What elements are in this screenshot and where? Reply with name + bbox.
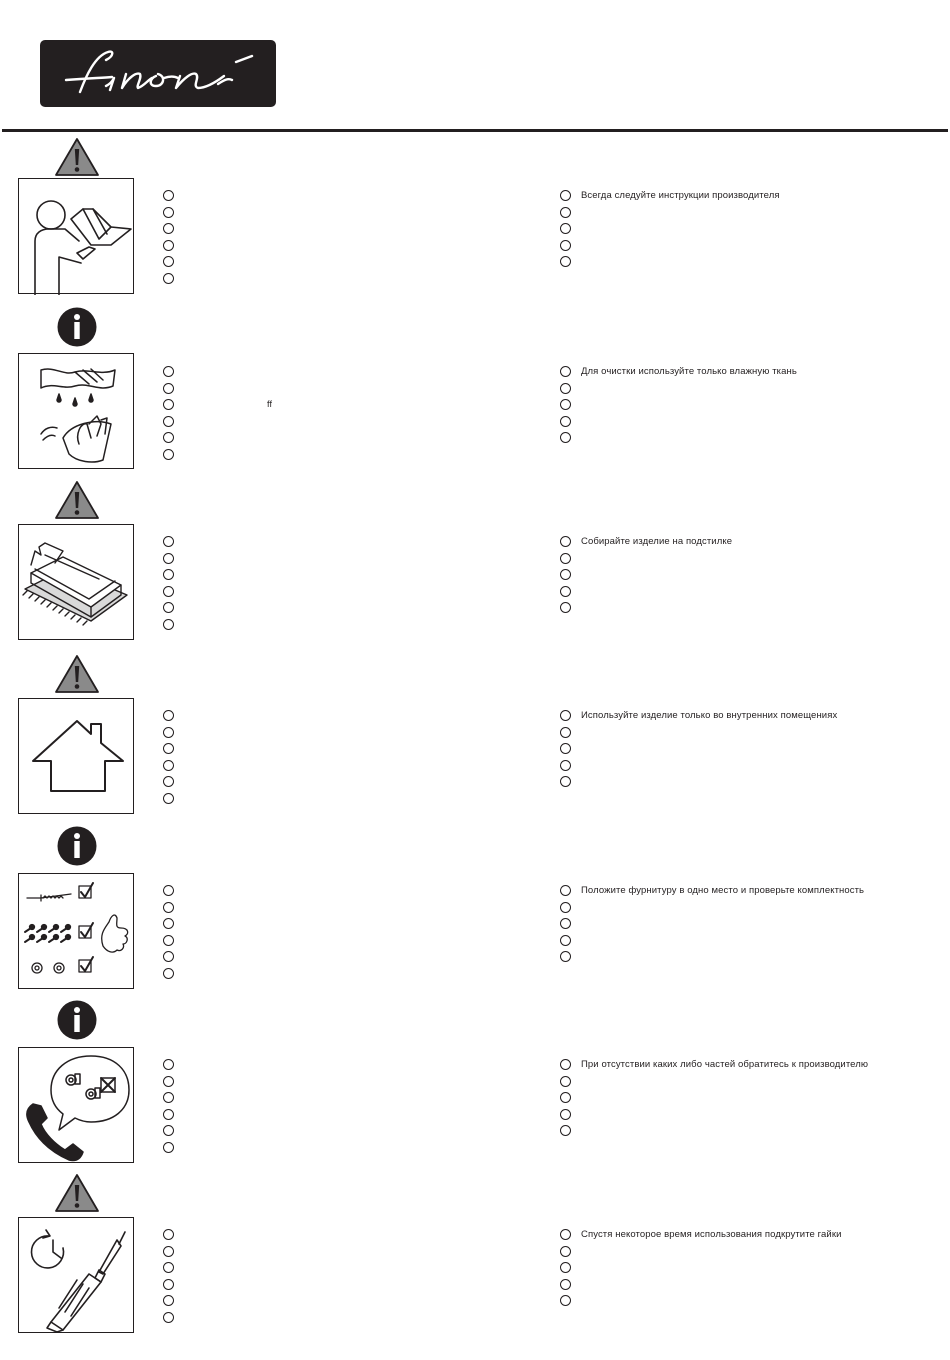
circle-marker: [163, 1279, 174, 1290]
circle-marker: [560, 1092, 571, 1103]
line-text: Всегда следуйте инструкции производителя: [581, 190, 780, 201]
list-line: [163, 1228, 503, 1245]
list-line: [163, 1075, 503, 1092]
warning-icon: [54, 654, 100, 694]
list-line: [163, 1261, 503, 1278]
circle-marker: [163, 951, 174, 962]
tighten-screws-icon: [18, 1217, 134, 1333]
circle-marker: [163, 1059, 174, 1070]
circle-marker: [560, 366, 571, 377]
circle-marker: [560, 885, 571, 896]
list-line: [560, 759, 900, 776]
circle-marker: [560, 399, 571, 410]
list-line: [163, 415, 503, 432]
list-line: [163, 917, 503, 934]
circle-marker: [163, 449, 174, 460]
indoor-house-icon: [18, 698, 134, 814]
circle-marker: [163, 727, 174, 738]
circle-marker: [560, 1246, 571, 1257]
warning-icon: [54, 137, 100, 177]
circle-marker: [163, 553, 174, 564]
list-line: [163, 884, 503, 901]
circle-marker: [163, 902, 174, 913]
list-line: [560, 1245, 900, 1262]
list-line: [560, 726, 900, 743]
list-line: [163, 1245, 503, 1262]
warning-icon: [54, 1173, 100, 1213]
circle-marker: [560, 240, 571, 251]
circle-marker: [163, 1246, 174, 1257]
list-line: [163, 601, 503, 618]
left-column: [163, 1058, 503, 1158]
list-line: [163, 272, 503, 289]
circle-marker: [163, 383, 174, 394]
circle-marker: [560, 553, 571, 564]
list-line: [560, 934, 900, 951]
line-text: Собирайте изделие на подстилке: [581, 536, 733, 547]
circle-marker: [163, 569, 174, 580]
left-column: [163, 535, 503, 635]
circle-marker: [163, 1076, 174, 1087]
list-line: [560, 775, 900, 792]
list-line: [560, 1261, 900, 1278]
list-line: [560, 189, 900, 206]
list-line: [560, 1278, 900, 1295]
circle-marker: [163, 760, 174, 771]
list-line: [560, 382, 900, 399]
list-line: [560, 950, 900, 967]
left-column: [163, 884, 503, 984]
circle-marker: [163, 935, 174, 946]
right-column: [560, 884, 900, 967]
list-line: [560, 239, 900, 256]
circle-marker: [163, 918, 174, 929]
list-line: [163, 1058, 503, 1075]
list-line: [163, 618, 503, 635]
circle-marker: [560, 383, 571, 394]
line-text: Положите фурнитуру в одно место и проверьте комплектность: [581, 885, 865, 896]
circle-marker: [163, 190, 174, 201]
circle-marker: [560, 776, 571, 787]
right-column: [560, 535, 900, 618]
circle-marker: [163, 207, 174, 218]
circle-marker: [560, 1295, 571, 1306]
list-line: [560, 1108, 900, 1125]
list-line: [163, 934, 503, 951]
list-line: [560, 1091, 900, 1108]
info-icon: [54, 1000, 100, 1040]
circle-marker: [560, 1109, 571, 1120]
right-column: [560, 365, 900, 448]
list-line: [560, 568, 900, 585]
cleaning-cloth-icon: [18, 353, 134, 469]
list-line: [560, 1124, 900, 1141]
circle-marker: [163, 1312, 174, 1323]
list-line: [560, 1075, 900, 1092]
list-line: [163, 552, 503, 569]
circle-marker: [163, 1109, 174, 1120]
line-text: Для очистки используйте только влажную ткань: [581, 366, 797, 377]
left-column: [163, 709, 503, 809]
header-rule: [2, 129, 948, 132]
list-line: [163, 365, 503, 382]
circle-marker: [560, 1262, 571, 1273]
assembly-mat-icon: [18, 524, 134, 640]
list-line: [163, 189, 503, 206]
circle-marker: [560, 1229, 571, 1240]
list-line: [560, 742, 900, 759]
circle-marker: [163, 885, 174, 896]
info-icon: [54, 826, 100, 866]
left-column: [163, 1228, 503, 1328]
circle-marker: [560, 602, 571, 613]
list-line: [163, 709, 503, 726]
list-line: [163, 1124, 503, 1141]
list-line: [560, 917, 900, 934]
list-line: [560, 901, 900, 918]
list-line: [163, 535, 503, 552]
circle-marker: [163, 256, 174, 267]
circle-marker: [163, 743, 174, 754]
warning-icon: [54, 480, 100, 520]
circle-marker: [560, 743, 571, 754]
circle-marker: [163, 223, 174, 234]
circle-marker: [560, 760, 571, 771]
circle-marker: [560, 710, 571, 721]
circle-marker: [560, 569, 571, 580]
list-line: [163, 726, 503, 743]
list-line: [560, 601, 900, 618]
list-line: [163, 431, 503, 448]
circle-marker: [560, 1059, 571, 1070]
circle-marker: [163, 366, 174, 377]
circle-marker: [560, 223, 571, 234]
list-line: [163, 742, 503, 759]
list-line: [163, 759, 503, 776]
right-column: [560, 1228, 900, 1311]
circle-marker: [163, 1295, 174, 1306]
list-line: [163, 255, 503, 272]
line-text: Спустя некоторое время использования подкрутите гайки: [581, 1229, 842, 1240]
list-line: [560, 222, 900, 239]
circle-marker: [560, 918, 571, 929]
circle-marker: [163, 240, 174, 251]
list-line: [163, 950, 503, 967]
circle-marker: [163, 586, 174, 597]
left-column: [163, 189, 503, 289]
circle-marker: [163, 399, 174, 410]
circle-marker: [163, 968, 174, 979]
circle-marker: [163, 432, 174, 443]
circle-marker: [560, 190, 571, 201]
circle-marker: [163, 1142, 174, 1153]
list-line: [560, 415, 900, 432]
info-icon: [54, 307, 100, 347]
circle-marker: [560, 1076, 571, 1087]
list-line: [163, 585, 503, 602]
circle-marker: [560, 432, 571, 443]
list-line: [163, 398, 503, 415]
list-line: [163, 901, 503, 918]
circle-marker: [560, 207, 571, 218]
line-text: При отсутствии каких либо частей обратитесь к производителю: [581, 1059, 869, 1070]
list-line: [560, 398, 900, 415]
list-line: [163, 775, 503, 792]
list-line: [163, 1311, 503, 1328]
circle-marker: [560, 902, 571, 913]
list-line: [560, 1058, 900, 1075]
circle-marker: [560, 951, 571, 962]
circle-marker: [560, 416, 571, 427]
phone-support-icon: [18, 1047, 134, 1163]
line-text: Используйте изделие только во внутренних помещениях: [581, 710, 838, 721]
list-line: [560, 255, 900, 272]
circle-marker: [163, 416, 174, 427]
list-line: [163, 206, 503, 223]
circle-marker: [163, 1229, 174, 1240]
list-line: [163, 967, 503, 984]
circle-marker: [560, 1279, 571, 1290]
circle-marker: [560, 935, 571, 946]
list-line: [560, 365, 900, 382]
list-line: [163, 792, 503, 809]
circle-marker: [163, 619, 174, 630]
list-line: [560, 431, 900, 448]
list-line: [560, 1294, 900, 1311]
list-line: [163, 1091, 503, 1108]
list-line: [163, 222, 503, 239]
circle-marker: [163, 793, 174, 804]
list-line: [163, 568, 503, 585]
read-manual-icon: [18, 178, 134, 294]
circle-marker: [560, 256, 571, 267]
circle-marker: [163, 1262, 174, 1273]
list-line: [163, 1108, 503, 1125]
list-line: [163, 448, 503, 465]
list-line: [560, 206, 900, 223]
circle-marker: [163, 1092, 174, 1103]
circle-marker: [560, 536, 571, 547]
list-line: [163, 382, 503, 399]
circle-marker: [163, 1125, 174, 1136]
circle-marker: [560, 1125, 571, 1136]
list-line: [163, 1278, 503, 1295]
left-column: [163, 365, 503, 465]
right-column: [560, 709, 900, 792]
list-line: [560, 884, 900, 901]
list-line: [560, 585, 900, 602]
list-line: [560, 709, 900, 726]
list-line: [163, 1294, 503, 1311]
line-text: ff: [267, 399, 273, 410]
right-column: [560, 189, 900, 272]
list-line: [163, 1141, 503, 1158]
circle-marker: [560, 727, 571, 738]
circle-marker: [163, 710, 174, 721]
list-line: [560, 1228, 900, 1245]
right-column: [560, 1058, 900, 1141]
circle-marker: [560, 586, 571, 597]
circle-marker: [163, 273, 174, 284]
circle-marker: [163, 776, 174, 787]
list-line: [163, 239, 503, 256]
brand-logo: [40, 40, 276, 107]
hardware-check-icon: [18, 873, 134, 989]
list-line: [560, 535, 900, 552]
circle-marker: [163, 536, 174, 547]
list-line: [560, 552, 900, 569]
circle-marker: [163, 602, 174, 613]
